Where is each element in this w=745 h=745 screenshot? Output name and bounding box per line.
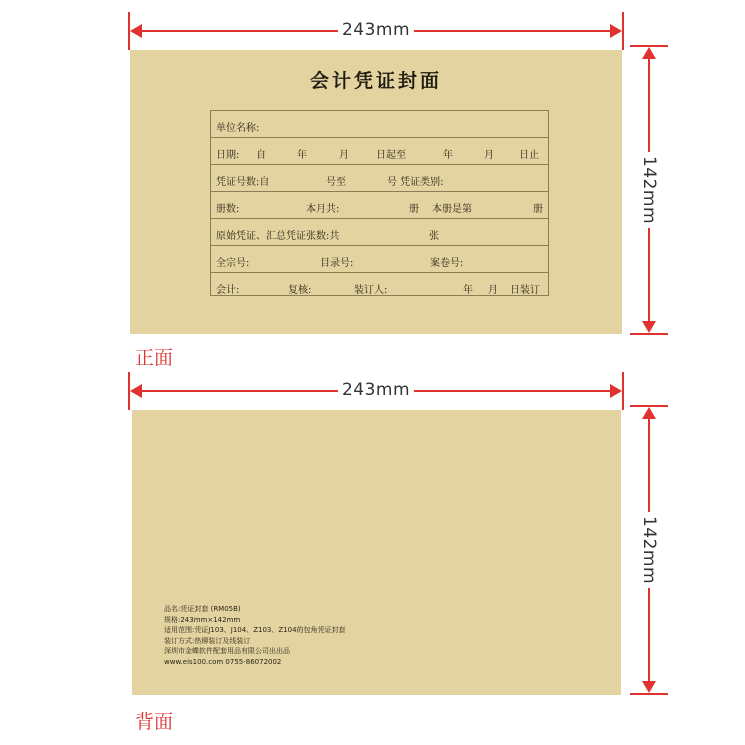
- form-row-original-count: 原始凭证、汇总凭证张数:共 张: [211, 219, 548, 246]
- arrow-left-icon: [130, 24, 142, 38]
- back-height-dimension: [626, 405, 672, 695]
- arrow-down-icon: [642, 681, 656, 693]
- back-cover: [132, 410, 621, 695]
- info-line: www.eis100.com 0755-86072002: [164, 657, 282, 666]
- front-label: 正面: [135, 347, 174, 369]
- form-row-signatures: 会计: 复核: 装订人: 年 月 日装订: [216, 285, 540, 296]
- arrow-left-icon: [130, 384, 142, 398]
- form-row-archive: 全宗号: 目录号: 案卷号:: [211, 246, 548, 273]
- info-line: 规格:243mm×142mm: [164, 615, 241, 624]
- form-row-volume: 册数: 本月共: 册 本册是第 册: [211, 192, 548, 219]
- width-label: 243mm: [338, 18, 414, 42]
- form-row-date: 日期: 自 年 月 日起至 年 月 日止: [211, 138, 548, 165]
- info-line: 品名:凭证封套 (RM05B): [164, 605, 241, 613]
- form-row-unit: 单位名称:: [211, 111, 548, 138]
- product-info: [164, 604, 346, 667]
- cover-title: 会计凭证封面: [309, 70, 442, 92]
- front-width-dimension: [128, 8, 624, 54]
- width-label: 243mm: [338, 378, 414, 402]
- arrow-up-icon: [642, 47, 656, 59]
- front-cover: [130, 50, 622, 334]
- form-row-voucher-number: 凭证号数:自 号至 号 凭证类别:: [211, 165, 548, 192]
- height-label: 142mm: [637, 152, 661, 228]
- arrow-up-icon: [642, 407, 656, 419]
- arrow-right-icon: [610, 384, 622, 398]
- info-line: 装订方式:热铆装订及线装订: [164, 636, 251, 645]
- back-width-dimension: [128, 368, 624, 414]
- back-label: 背面: [135, 711, 174, 733]
- height-label: 142mm: [637, 512, 661, 588]
- info-line: 深圳市金蝶软件配套用品有限公司出出品: [164, 647, 290, 655]
- cover-form: [210, 110, 549, 296]
- arrow-down-icon: [642, 321, 656, 333]
- front-height-dimension: [626, 45, 672, 335]
- arrow-right-icon: [610, 24, 622, 38]
- info-line: 适用范围:凭证J103、J104、Z103、Z104的包角凭证封套: [164, 626, 346, 634]
